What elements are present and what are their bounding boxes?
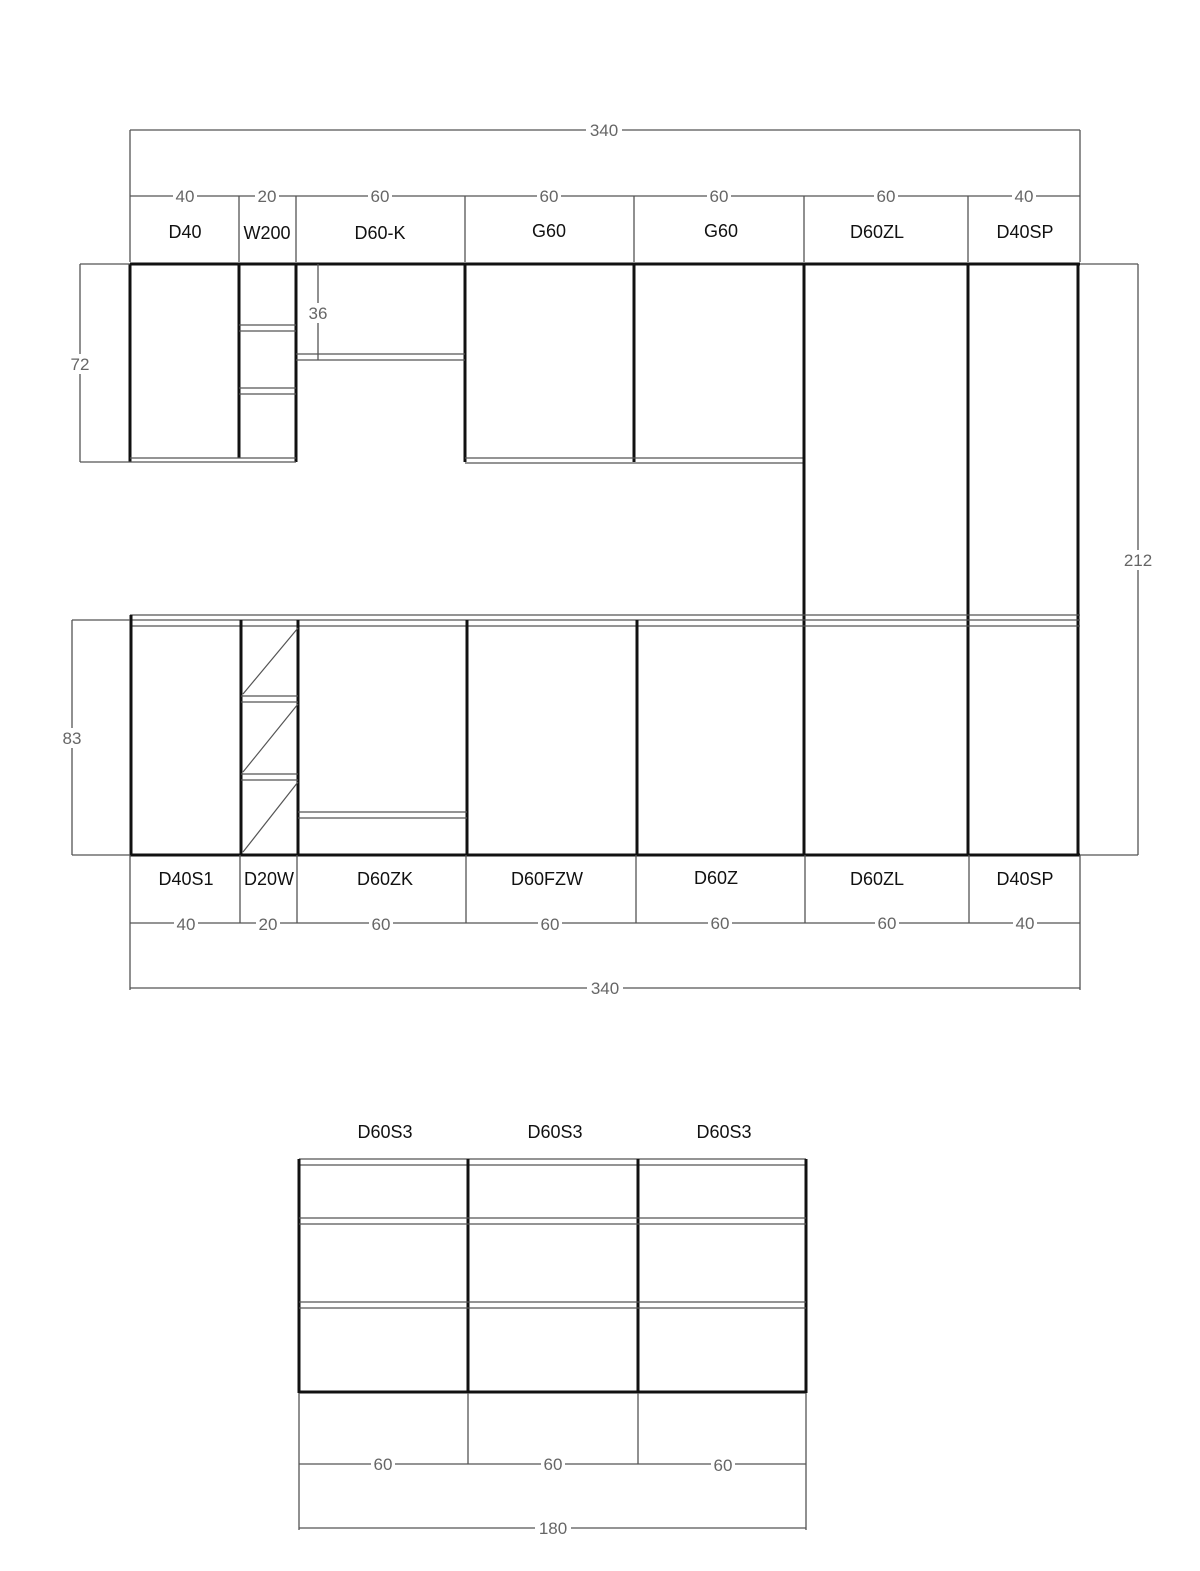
cabinet-code: D60ZL bbox=[849, 222, 905, 242]
top-width-label: 60 bbox=[539, 187, 559, 206]
island-width-label: 60 bbox=[543, 1455, 563, 1474]
top-width-label: 60 bbox=[370, 187, 390, 206]
bottom-total-width-label: 340 bbox=[590, 979, 620, 998]
top-width-label: 20 bbox=[257, 187, 277, 206]
cabinet-code: D60-K bbox=[354, 223, 406, 243]
island-width-label: 60 bbox=[373, 1455, 393, 1474]
hood-height-label: 36 bbox=[308, 304, 328, 323]
cabinet-code: G60 bbox=[531, 221, 567, 241]
cabinet-code: G60 bbox=[703, 221, 739, 241]
cabinet-code: D60S3 bbox=[527, 1122, 583, 1142]
cabinet-code: D60ZL bbox=[849, 869, 905, 889]
cabinet-code: D40SP bbox=[996, 869, 1054, 889]
bottom-width-label: 60 bbox=[877, 914, 897, 933]
cabinet-code: D60ZK bbox=[356, 869, 414, 889]
bottom-total-dimension bbox=[130, 978, 1080, 998]
bottom-width-label: 40 bbox=[176, 915, 196, 934]
cabinet-code: D40SP bbox=[996, 222, 1054, 242]
base-height-label: 83 bbox=[62, 729, 82, 748]
bottom-width-label: 60 bbox=[540, 915, 560, 934]
top-width-label: 60 bbox=[709, 187, 729, 206]
cabinet-code: D20W bbox=[243, 869, 295, 889]
top-width-label: 40 bbox=[175, 187, 195, 206]
top-total-width-label: 340 bbox=[589, 121, 619, 140]
cabinet-code: D40S1 bbox=[158, 869, 214, 889]
base-cabinets bbox=[130, 615, 1080, 855]
bottom-width-label: 60 bbox=[710, 914, 730, 933]
hood-height-dimension bbox=[305, 264, 331, 360]
bottom-width-label: 20 bbox=[258, 915, 278, 934]
cabinet-code: D60Z bbox=[693, 868, 739, 888]
tall-cabinets bbox=[804, 264, 1078, 855]
cabinet-code: D60S3 bbox=[696, 1122, 752, 1142]
island-width-label: 60 bbox=[713, 1456, 733, 1475]
tall-height-label: 212 bbox=[1123, 551, 1153, 570]
cabinet-code: W200 bbox=[243, 223, 291, 243]
wall-height-dimension bbox=[66, 264, 130, 462]
island-cabinet-codes bbox=[357, 1122, 751, 1142]
island-total-width-label: 180 bbox=[538, 1519, 568, 1538]
island-cabinets bbox=[299, 1159, 806, 1393]
cabinet-code: D60FZW bbox=[511, 869, 583, 889]
wall-height-label: 72 bbox=[70, 355, 90, 374]
tall-height-dimension bbox=[1080, 264, 1156, 855]
bottom-cabinet-codes bbox=[158, 868, 1053, 889]
island-dimensions bbox=[299, 1393, 806, 1538]
bottom-width-label: 40 bbox=[1015, 914, 1035, 933]
cabinet-code: D60S3 bbox=[357, 1122, 413, 1142]
top-width-label: 60 bbox=[876, 187, 896, 206]
top-cabinet-codes bbox=[168, 221, 1053, 243]
top-width-label: 40 bbox=[1014, 187, 1034, 206]
cabinet-code: D40 bbox=[168, 222, 202, 242]
bottom-width-label: 60 bbox=[371, 915, 391, 934]
base-height-dimension bbox=[58, 620, 130, 855]
wall-cabinets bbox=[130, 264, 1080, 463]
